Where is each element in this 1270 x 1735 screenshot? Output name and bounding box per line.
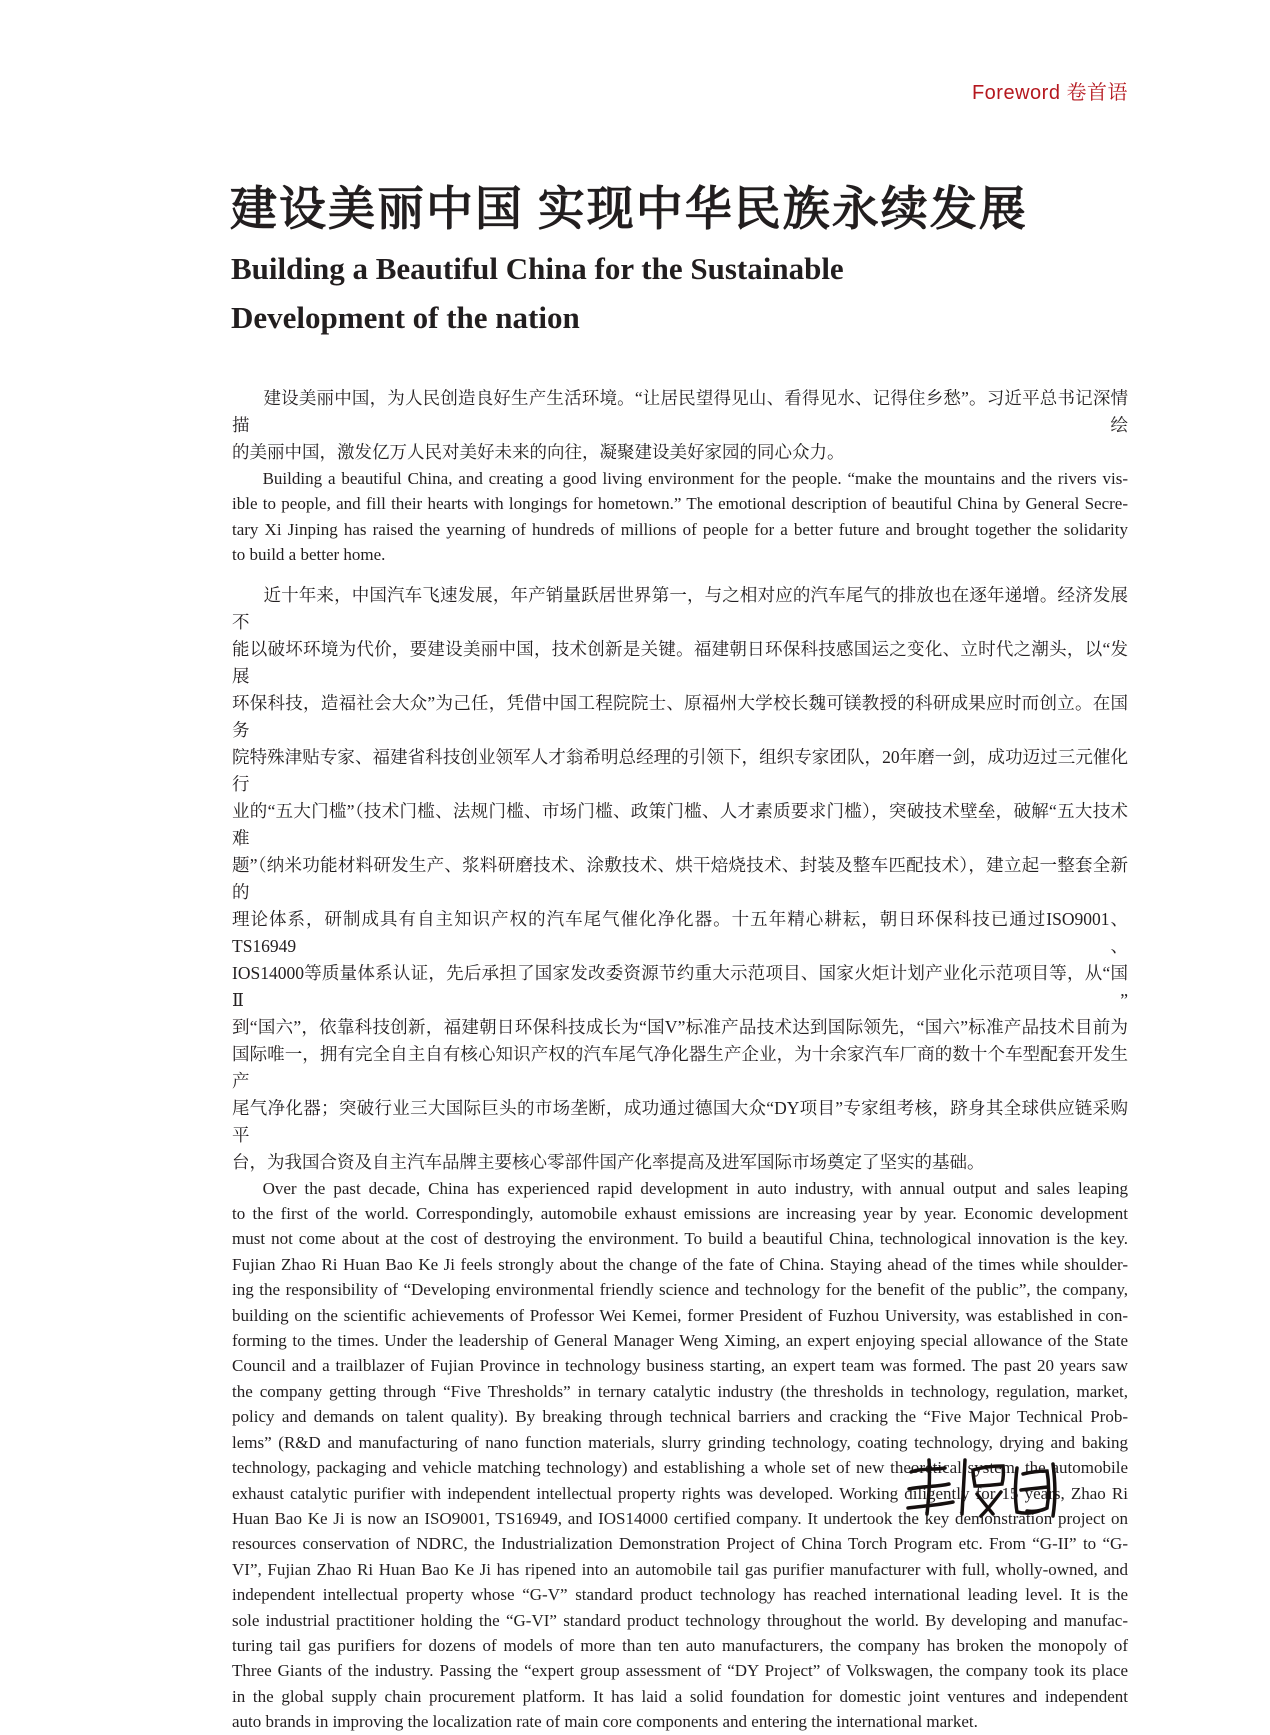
paragraph-line: the company getting through “Five Thresholds” in ternary catalytic industry (the thresholds in technology, regulation, market, (232, 1381, 1128, 1401)
paragraph-line: in the global supply chain procurement platform. It has laid a solid foundation for domestic joint ventures and independent (232, 1686, 1128, 1706)
title-english-line1: Building a Beautiful China for the Sustainable (231, 251, 844, 286)
paragraph-line: IOS14000等质量体系认证，先后承担了国家发改委资源节约重大示范项目、国家火炬计划产业化示范项目等，从“国Ⅱ” (232, 962, 1128, 1010)
page-header (232, 76, 1128, 105)
title-english (231, 244, 1131, 342)
paragraph-line: Building a beautiful China, and creating a good living environment for the people. “make the mountains and the rivers vis- (262, 469, 1128, 488)
paragraph-line: 的美丽中国，激发亿万人民对美好未来的向往，凝聚建设美好家园的同心众力。 (232, 442, 845, 462)
foreword-label: Foreword 卷首语 (971, 82, 1128, 104)
paragraph-line: exhaust catalytic purifier with independent intellectual property rights was developed. Working diligently for 15 years, Zhao Ri (232, 1483, 1128, 1503)
paragraph-line: tary Xi Jinping has raised the yearning of hundreds of millions of people for a better future and brought together the solidarity (232, 519, 1128, 539)
paragraph-line: Over the past decade, China has experienced rapid development in auto industry, with annual output and sales leaping (262, 1178, 1128, 1198)
paragraph-line: auto brands in improving the localization rate of main core components and entering the international market. (232, 1712, 978, 1732)
paragraph-line: to build a better home. (232, 545, 386, 565)
paragraph-line: resources conservation of NDRC, the Industrialization Demonstration Project of China Torch Program etc. From “G-II” to “G- (232, 1534, 1128, 1554)
title-english-line2: Development of the nation (231, 300, 580, 335)
handwritten-signature-icon (905, 1448, 1065, 1528)
paragraph-line: turing tail gas purifiers for dozens of models of more than ten auto manufacturers, the company has broken the monopoly of (232, 1635, 1128, 1655)
paragraph-line: 能以破坏环境为代价，要建设美丽中国，技术创新是关键。福建朝日环保科技感国运之变化、立时代之潮头，以“发展 (232, 638, 1128, 686)
paragraph-line: 业的“五大门槛”（技术门槛、法规门槛、市场门槛、政策门槛、人才素质要求门槛），突破技术壁垒，破解“五大技术难 (232, 800, 1128, 848)
paragraph-line: policy and demands on talent quality). By breaking through technical barriers and cracking the “Five Major Technical Prob- (232, 1407, 1128, 1427)
article-body (232, 385, 1128, 1735)
paragraph-line: 院特殊津贴专家、福建省科技创业领军人才翁希明总经理的引领下，组织专家团队，20年磨一剑，成功迈过三元催化行 (232, 746, 1128, 794)
paragraph-line: 环保科技，造福社会大众”为己任，凭借中国工程院院士、原福州大学校长魏可镁教授的科研成果应时而创立。在国务 (232, 692, 1128, 740)
paragraph-line: forming to the times. Under the leadership of General Manager Weng Ximing, an expert enjoying special allowance of the State (232, 1331, 1128, 1351)
paragraph-cn (232, 582, 1128, 1176)
paragraph-line: to the first of the world. Correspondingly, automobile exhaust emissions are increasing year by year. Economic development (232, 1204, 1128, 1224)
paragraph-cn (232, 385, 1128, 466)
paragraph-line: Three Giants of the industry. Passing the “expert group assessment of “DY Project” of Volkswagen, the company took its place (232, 1661, 1128, 1681)
paragraph-line: sole industrial practitioner holding the “G-VI” standard product technology throughout the world. By developing and manufac- (232, 1610, 1128, 1630)
paragraph-line: 台，为我国合资及自主汽车品牌主要核心零部件国产化率提高及进军国际市场奠定了坚实的基础。 (232, 1151, 985, 1172)
paragraph-line: building on the scientific achievements of Professor Wei Kemei, former President of Fuzhou University, was established in con- (232, 1305, 1128, 1325)
paragraph-line: independent intellectual property whose “G-V” standard product technology has reached international leading level. It is the (232, 1585, 1128, 1605)
paragraph-line: Council and a trailblazer of Fujian Province in technology business starting, an expert team was formed. The past 20 years saw (232, 1356, 1128, 1376)
paragraph-line: Fujian Zhao Ri Huan Bao Ke Ji feels strongly about the change of the fate of China. Staying ahead of the times while shoulder- (232, 1254, 1128, 1274)
paragraph-line: ing the responsibility of “Developing environmental friendly science and technology for the benefit of the public”, the company, (232, 1280, 1128, 1300)
paragraph-line: Huan Bao Ke Ji is now an ISO9001, TS16949, and IOS14000 certified company. It undertook the key demonstration project on (232, 1508, 1128, 1528)
paragraph-line: ible to people, and fill their hearts with longings for hometown.” The emotional description of beautiful China by General Secre- (232, 494, 1128, 514)
paragraph-line: technology, packaging and vehicle matching technology) and establishing a whole set of new theoretical system, the automobile (232, 1458, 1128, 1478)
title-chinese: 建设美丽中国 实现中华民族永续发展 (230, 184, 1028, 236)
paragraph-en (232, 466, 1128, 568)
paragraph-line: lems” (R&D and manufacturing of nano function materials, slurry grinding technology, coating technology, drying and baking (232, 1432, 1128, 1452)
paragraph-line: VI”, Fujian Zhao Ri Huan Bao Ke Ji has ripened into an automobile tail gas purifier manufacturer with full, wholly-owned, and (232, 1559, 1128, 1579)
paragraph-line: 建设美丽中国，为人民创造良好生产生活环境。“让居民望得见山、看得见水、记得住乡愁”。习近平总书记深情描绘 (232, 388, 1128, 435)
paragraph-line: 理论体系，研制成具有自主知识产权的汽车尾气催化净化器。十五年精心耕耘，朝日环保科技已通过ISO9001、TS16949、 (232, 908, 1128, 956)
paragraph-line: 近十年来，中国汽车飞速发展，年产销量跃居世界第一，与之相对应的汽车尾气的排放也在逐年递增。经济发展不 (232, 584, 1128, 632)
paragraph-line: 题”（纳米功能材料研发生产、浆料研磨技术、涂敷技术、烘干焙烧技术、封装及整车匹配技术），建立起一整套全新的 (232, 854, 1128, 902)
paragraph-line: 尾气净化器；突破行业三大国际巨头的市场垄断，成功通过德国大众“DY项目”专家组考核，跻身其全球供应链采购平 (232, 1097, 1128, 1145)
paragraph-line: 国际唯一，拥有完全自主自有核心知识产权的汽车尾气净化器生产企业，为十余家汽车厂商的数十个车型配套开发生产 (232, 1043, 1128, 1091)
paragraph-line: must not come about at the cost of destroying the environment. To build a beautiful China, technological innovation is the key. (232, 1229, 1128, 1249)
paragraph-line: 到“国六”，依靠科技创新，福建朝日环保科技成长为“国V”标准产品技术达到国际领先，“国六”标准产品技术目前为 (232, 1016, 1128, 1037)
